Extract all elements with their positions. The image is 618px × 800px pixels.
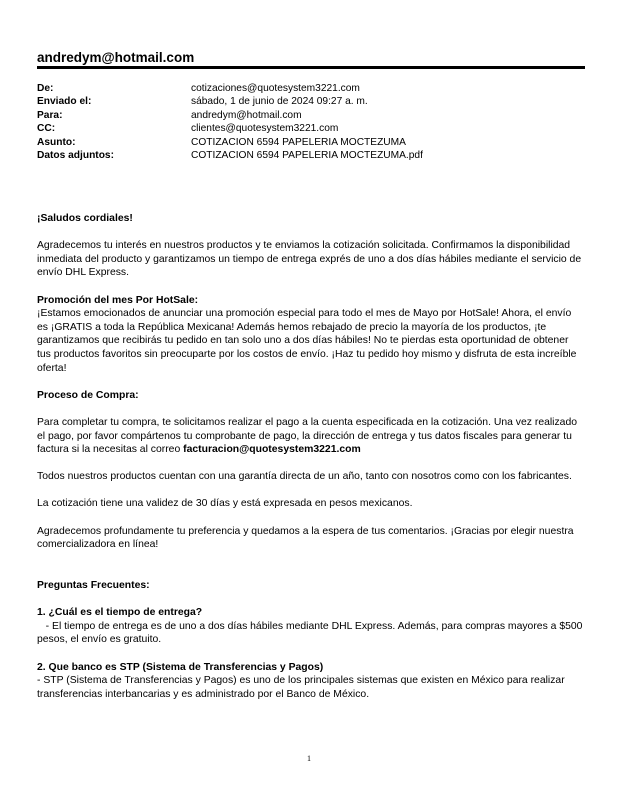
- meta-row-sent: [37, 95, 585, 108]
- meta-row-subject: [37, 136, 585, 149]
- meta-row-from: [37, 82, 585, 95]
- meta-value: clientes@quotesystem3221.com: [191, 123, 339, 135]
- meta-value: COTIZACION 6594 PAPELERIA MOCTEZUMA.pdf: [191, 149, 423, 161]
- meta-value: COTIZACION 6594 PAPELERIA MOCTEZUMA: [191, 136, 406, 148]
- header-divider: [37, 66, 585, 69]
- meta-label: CC:: [37, 123, 56, 135]
- meta-label: Para:: [37, 109, 63, 121]
- warranty-paragraph: Todos nuestros productos cuentan con una garantía directa de un año, tanto con nosotros como con los fabricantes.: [37, 471, 572, 483]
- meta-row-cc: [37, 122, 585, 135]
- validity-paragraph: La cotización tiene una validez de 30 días y está expresada en pesos mexicanos.: [37, 498, 413, 510]
- faq-question: 1. ¿Cuál es el tiempo de entrega?: [37, 607, 203, 619]
- meta-label: De:: [37, 83, 54, 94]
- process-text: Para completar tu compra, te solicitamos realizar el pago a la cuenta especificada en la cotización. Una vez realizado el pago, por favor compártenos tu comprobante de pago, la dirección de entrega y tus datos fiscales para generar tu factura si la necesitas al correo: [37, 416, 578, 456]
- billing-email: facturacion@quotesystem3221.com: [183, 444, 361, 456]
- meta-value: sábado, 1 de junio de 2024 09:27 a. m.: [191, 96, 368, 108]
- meta-label: Asunto:: [37, 136, 76, 148]
- process-title: Proceso de Compra:: [37, 389, 139, 401]
- meta-label: Enviado el:: [37, 96, 92, 108]
- thanks-paragraph: Agradecemos profundamente tu preferencia y quedamos a la espera de tus comentarios. ¡Gracias por elegir nuestra comercializadora en línea!: [37, 525, 574, 551]
- meta-row-to: [37, 109, 585, 122]
- promo-title: Promoción del mes Por HotSale:: [37, 294, 199, 306]
- intro-paragraph: Agradecemos tu interés en nuestros productos y te enviamos la cotización solicitada. Confirmamos la disponibilidad inmediata del producto y garantizamos un tiempo de entrega exprés de uno a dos días hábiles mediante el servicio de envío DHL Express.: [37, 240, 582, 279]
- faq-answer: - El tiempo de entrega es de uno a dos días hábiles mediante DHL Express. Además, para compras mayores a $500 pesos, el envío es gratuito.: [37, 620, 586, 646]
- greeting: ¡Saludos cordiales!: [37, 213, 133, 224]
- faq-answer: - STP (Sistema de Transferencias y Pagos) es uno de los principales sistemas que existen en México para realizar transferencias interbancarias y es administrado por el Banco de México.: [37, 675, 565, 700]
- meta-value: cotizaciones@quotesystem3221.com: [191, 83, 360, 94]
- faq-title: Preguntas Frecuentes:: [37, 580, 150, 592]
- meta-row-attachments: [37, 149, 585, 162]
- meta-label: Datos adjuntos:: [37, 149, 114, 161]
- process-paragraph: [37, 416, 585, 457]
- email-body: [37, 212, 585, 701]
- email-headers: [37, 82, 585, 162]
- page-number: 1: [307, 754, 311, 763]
- faq-question: 2. Que banco es STP (Sistema de Transferencias y Pagos): [37, 661, 324, 673]
- account-title: andredym@hotmail.com: [37, 50, 195, 65]
- meta-value: andredym@hotmail.com: [191, 109, 302, 121]
- promo-paragraph: ¡Estamos emocionados de anunciar una promoción especial para todo el mes de Mayo por HotSale! Ahora, el envío es ¡GRATIS a toda la República Mexicana! Además hemos rebajado de precio la mayoría de los productos, ¡te garantizamos que recibirás tu pedido en tan solo uno a dos días hábiles! No te pierdas esta oportunidad de obtener tus productos favoritos sin preocuparte por los costos de envío. ¡Haz tu pedido hoy mismo y disfruta de esta increíble oferta!: [37, 308, 577, 374]
